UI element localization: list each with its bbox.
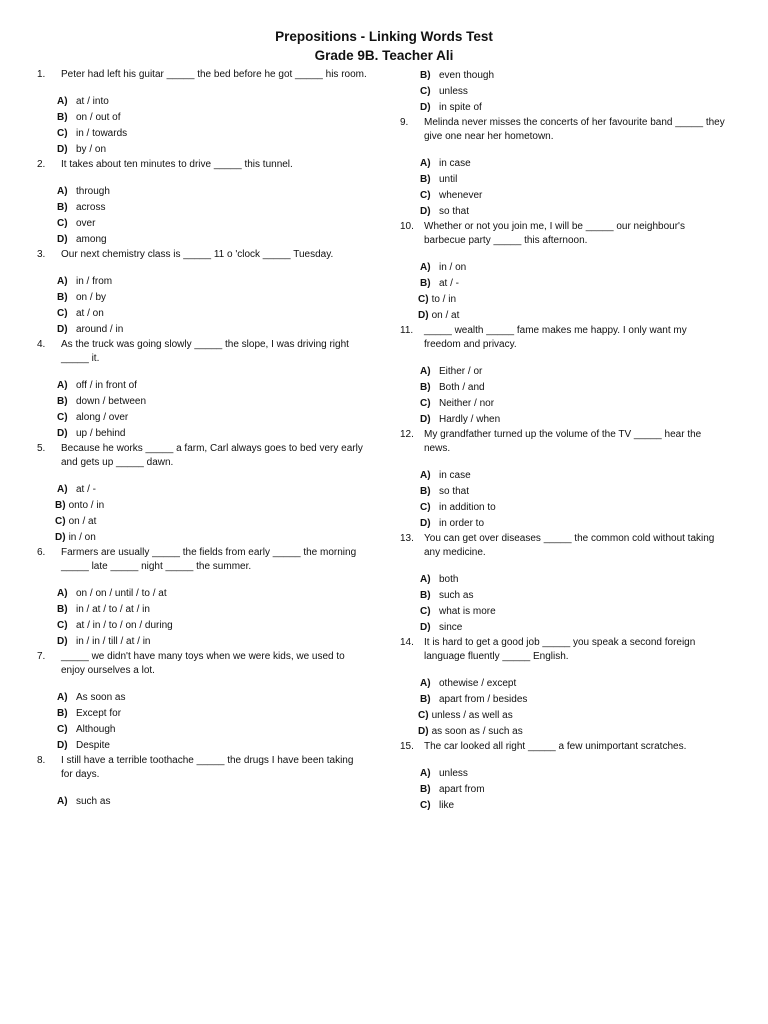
answer-option[interactable] (57, 378, 367, 394)
option-text: such as (439, 590, 474, 601)
option-letter: B) (57, 396, 68, 407)
answer-option[interactable] (57, 142, 367, 158)
question-number: 5. (37, 443, 46, 454)
left-column (37, 68, 367, 810)
option-text: whenever (439, 190, 483, 201)
option-letter: C) (418, 710, 429, 721)
question-text: My grandfather turned up the volume of the TV _____ hear the news. (424, 429, 702, 454)
answer-option[interactable] (418, 308, 725, 324)
question-number: 8. (37, 755, 46, 766)
option-letter: D) (418, 310, 429, 321)
option-text: in / towards (76, 128, 128, 139)
option-letter: D) (55, 532, 66, 543)
option-letter: A) (57, 380, 68, 391)
q8-options-continued (420, 68, 725, 116)
option-text: Neither / nor (439, 398, 495, 409)
question-item (37, 442, 367, 546)
option-letter: B) (57, 708, 68, 719)
right-column (400, 68, 725, 814)
answer-option[interactable] (57, 482, 367, 498)
option-letter: C) (420, 398, 431, 409)
answer-option[interactable] (420, 380, 725, 396)
option-letter: C) (420, 190, 431, 201)
option-letter: A) (420, 366, 431, 377)
answer-option[interactable] (57, 216, 367, 232)
question-text: _____ wealth _____ fame makes me happy. I only want my freedom and privacy. (424, 325, 687, 350)
option-text: in / on (439, 262, 467, 273)
question-text: Peter had left his guitar _____ the bed before he got _____ his room. (61, 69, 367, 80)
option-text: by / on (76, 144, 107, 155)
option-text: at / on (76, 308, 104, 319)
question-item (37, 248, 367, 338)
option-text: on / at (431, 310, 460, 321)
option-letter: A) (420, 262, 431, 273)
answer-option[interactable] (420, 798, 725, 814)
option-letter: B) (420, 382, 431, 393)
answer-option[interactable] (57, 706, 367, 722)
question-item (400, 740, 725, 814)
option-text: on / by (76, 292, 107, 303)
question-item (37, 68, 367, 158)
option-letter: C) (420, 86, 431, 97)
answer-options (57, 274, 367, 338)
option-text: on / at (68, 516, 97, 527)
option-text: unless (439, 768, 468, 779)
option-letter: A) (420, 574, 431, 585)
option-text: around / in (76, 324, 124, 335)
option-text: on / out of (76, 112, 121, 123)
option-text: apart from / besides (439, 694, 528, 705)
option-text: in order to (439, 518, 485, 529)
answer-option[interactable] (57, 232, 367, 248)
answer-option[interactable] (420, 172, 725, 188)
option-text: off / in front of (76, 380, 137, 391)
answer-option[interactable] (57, 426, 367, 442)
option-text: As soon as (76, 692, 126, 703)
answer-options (57, 690, 367, 754)
option-letter: C) (418, 294, 429, 305)
question-item (400, 324, 725, 428)
answer-option[interactable] (420, 516, 725, 532)
answer-options (57, 586, 367, 650)
option-letter: A) (57, 96, 68, 107)
option-letter: D) (420, 414, 431, 425)
option-text: in case (439, 470, 471, 481)
question-text: _____ we didn't have many toys when we were kids, we used to enjoy ourselves a lot. (61, 651, 345, 676)
answer-option[interactable] (57, 110, 367, 126)
question-text: Because he works _____ a farm, Carl always goes to bed very early and gets up _____ dawn. (61, 443, 363, 468)
answer-option[interactable] (420, 396, 725, 412)
option-text: both (439, 574, 459, 585)
option-text: as soon as / such as (431, 726, 523, 737)
option-text: so that (439, 206, 470, 217)
answer-option[interactable] (420, 572, 725, 588)
question-number: 7. (37, 651, 46, 662)
answer-option[interactable] (57, 200, 367, 216)
option-text: such as (76, 796, 111, 807)
page-title: Prepositions - Linking Words Test (275, 29, 493, 44)
option-letter: C) (420, 502, 431, 513)
option-letter: B) (420, 278, 431, 289)
option-letter: D) (418, 726, 429, 737)
question-number: 12. (400, 429, 414, 440)
answer-option[interactable] (420, 156, 725, 172)
option-text: since (439, 622, 463, 633)
option-letter: C) (57, 620, 68, 631)
question-number: 14. (400, 637, 414, 648)
answer-option[interactable] (57, 738, 367, 754)
answer-option[interactable] (57, 690, 367, 706)
option-letter: B) (57, 202, 68, 213)
option-letter: C) (420, 800, 431, 811)
option-letter: D) (420, 206, 431, 217)
question-item (400, 428, 725, 532)
answer-option[interactable] (420, 276, 725, 292)
answer-options (420, 260, 725, 324)
option-text: at / - (439, 278, 460, 289)
option-letter: D) (57, 636, 68, 647)
option-letter: C) (57, 412, 68, 423)
question-item (37, 754, 367, 810)
question-text: Our next chemistry class is _____ 11 o 'clock _____ Tuesday. (61, 249, 334, 260)
answer-option[interactable] (420, 188, 725, 204)
option-text: in / in / till / at / in (76, 636, 151, 647)
answer-options (57, 794, 367, 810)
option-text: at / - (76, 484, 97, 495)
option-letter: A) (420, 768, 431, 779)
answer-option[interactable] (420, 84, 725, 100)
question-item (400, 532, 725, 636)
question-number: 10. (400, 221, 414, 232)
option-letter: C) (57, 128, 68, 139)
answer-option[interactable] (420, 604, 725, 620)
question-number: 11. (400, 325, 414, 336)
answer-option[interactable] (57, 722, 367, 738)
answer-option[interactable] (420, 588, 725, 604)
answer-option[interactable] (57, 184, 367, 200)
question-number: 15. (400, 741, 414, 752)
question-text: It takes about ten minutes to drive _____ this tunnel. (61, 159, 293, 170)
option-text: what is more (439, 606, 496, 617)
option-letter: C) (55, 516, 66, 527)
question-item (37, 338, 367, 442)
option-letter: A) (420, 158, 431, 169)
option-letter: D) (57, 234, 68, 245)
answer-option[interactable] (55, 514, 367, 530)
option-letter: B) (420, 70, 431, 81)
answer-options (420, 766, 725, 814)
option-text: in addition to (439, 502, 496, 513)
answer-option[interactable] (57, 394, 367, 410)
option-text: in spite of (439, 102, 482, 113)
option-letter: D) (57, 428, 68, 439)
question-number: 4. (37, 339, 46, 350)
answer-option[interactable] (57, 94, 367, 110)
option-letter: C) (57, 308, 68, 319)
option-letter: B) (420, 486, 431, 497)
option-text: at / into (76, 96, 109, 107)
answer-options (57, 482, 367, 546)
option-text: to / in (431, 294, 457, 305)
question-item (37, 650, 367, 754)
option-text: apart from (439, 784, 485, 795)
question-item (400, 636, 725, 740)
question-number: 2. (37, 159, 46, 170)
option-text: across (76, 202, 106, 213)
option-letter: B) (57, 604, 68, 615)
option-text: like (439, 800, 455, 811)
answer-options (420, 364, 725, 428)
option-letter: B) (420, 590, 431, 601)
answer-options (57, 94, 367, 158)
question-number: 1. (37, 69, 46, 80)
question-item (37, 546, 367, 650)
question-item (37, 158, 367, 248)
option-letter: A) (57, 588, 68, 599)
option-letter: B) (55, 500, 66, 511)
option-text: at / in / to / on / during (76, 620, 173, 631)
answer-option[interactable] (418, 708, 725, 724)
answer-option[interactable] (57, 618, 367, 634)
option-letter: A) (420, 678, 431, 689)
option-letter: D) (57, 324, 68, 335)
answer-option[interactable] (420, 620, 725, 636)
option-letter: B) (420, 784, 431, 795)
question-text: Melinda never misses the concerts of her favourite band _____ they give one near her hometown. (424, 117, 725, 142)
option-text: in case (439, 158, 471, 169)
answer-option[interactable] (57, 410, 367, 426)
option-letter: B) (57, 112, 68, 123)
question-text: Farmers are usually _____ the fields from early _____ the morning _____ late _____ night _____ the summer. (61, 547, 357, 572)
option-text: over (76, 218, 96, 229)
answer-option[interactable] (418, 724, 725, 740)
answer-options (57, 184, 367, 248)
option-letter: A) (57, 276, 68, 287)
option-letter: D) (57, 144, 68, 155)
option-text: until (439, 174, 458, 185)
option-text: othewise / except (439, 678, 517, 689)
option-letter: A) (57, 186, 68, 197)
option-text: Both / and (439, 382, 485, 393)
answer-option[interactable] (57, 634, 367, 650)
option-text: Despite (76, 740, 110, 751)
question-text: I still have a terrible toothache _____ the drugs I have been taking for days. (61, 755, 354, 780)
option-text: Although (76, 724, 116, 735)
answer-option[interactable] (57, 602, 367, 618)
option-text: among (76, 234, 107, 245)
option-text: Either / or (439, 366, 483, 377)
answer-option[interactable] (55, 498, 367, 514)
answer-options (420, 156, 725, 220)
option-text: along / over (76, 412, 129, 423)
answer-option[interactable] (57, 306, 367, 322)
option-text: in / from (76, 276, 113, 287)
option-text: unless (439, 86, 468, 97)
question-text: As the truck was going slowly _____ the slope, I was driving right _____ it. (61, 339, 349, 364)
answer-option[interactable] (57, 322, 367, 338)
page-subtitle: Grade 9B. Teacher Ali (314, 48, 454, 63)
answer-option[interactable] (420, 766, 725, 782)
option-text: down / between (76, 396, 147, 407)
answer-option[interactable] (55, 530, 367, 546)
option-letter: D) (420, 622, 431, 633)
option-letter: B) (57, 292, 68, 303)
answer-option[interactable] (57, 794, 367, 810)
question-text: You can get over diseases _____ the common cold without taking any medicine. (424, 533, 715, 558)
option-text: unless / as well as (431, 710, 513, 721)
question-item (400, 116, 725, 220)
option-text: onto / in (68, 500, 105, 511)
answer-option[interactable] (420, 100, 725, 116)
answer-options (57, 378, 367, 442)
option-text: up / behind (76, 428, 126, 439)
answer-option[interactable] (420, 500, 725, 516)
answer-options (420, 468, 725, 532)
option-letter: C) (57, 724, 68, 735)
option-letter: B) (420, 174, 431, 185)
answer-option[interactable] (420, 260, 725, 276)
option-letter: D) (420, 102, 431, 113)
option-text: Except for (76, 708, 122, 719)
question-number: 6. (37, 547, 46, 558)
question-text: It is hard to get a good job _____ you speak a second foreign language fluently _____ English. (424, 637, 696, 662)
answer-options (420, 572, 725, 636)
option-letter: A) (57, 796, 68, 807)
answer-option[interactable] (420, 364, 725, 380)
question-text: Whether or not you join me, I will be _____ our neighbour's barbecue party _____ this afternoon. (424, 221, 685, 246)
answer-option[interactable] (420, 484, 725, 500)
option-letter: C) (420, 606, 431, 617)
option-letter: C) (57, 218, 68, 229)
answer-option[interactable] (420, 68, 725, 84)
answer-option[interactable] (57, 290, 367, 306)
option-text: in / at / to / at / in (76, 604, 150, 615)
answer-option[interactable] (420, 692, 725, 708)
option-text: on / on / until / to / at (76, 588, 167, 599)
question-text: The car looked all right _____ a few unimportant scratches. (424, 741, 687, 752)
answer-option[interactable] (420, 676, 725, 692)
answer-option[interactable] (57, 274, 367, 290)
option-text: through (76, 186, 110, 197)
option-letter: A) (57, 692, 68, 703)
answer-option[interactable] (57, 586, 367, 602)
option-letter: D) (57, 740, 68, 751)
option-text: so that (439, 486, 470, 497)
answer-option[interactable] (420, 204, 725, 220)
option-letter: A) (420, 470, 431, 481)
option-letter: B) (420, 694, 431, 705)
option-text: in / on (68, 532, 96, 543)
option-text: Hardly / when (439, 414, 501, 425)
answer-options (420, 676, 725, 740)
option-letter: D) (420, 518, 431, 529)
answer-option[interactable] (418, 292, 725, 308)
answer-option[interactable] (420, 782, 725, 798)
answer-option[interactable] (57, 126, 367, 142)
question-item (400, 220, 725, 324)
question-number: 13. (400, 533, 414, 544)
answer-option[interactable] (420, 468, 725, 484)
option-text: even though (439, 70, 495, 81)
question-number: 9. (400, 117, 409, 128)
question-number: 3. (37, 249, 46, 260)
option-letter: A) (57, 484, 68, 495)
answer-option[interactable] (420, 412, 725, 428)
